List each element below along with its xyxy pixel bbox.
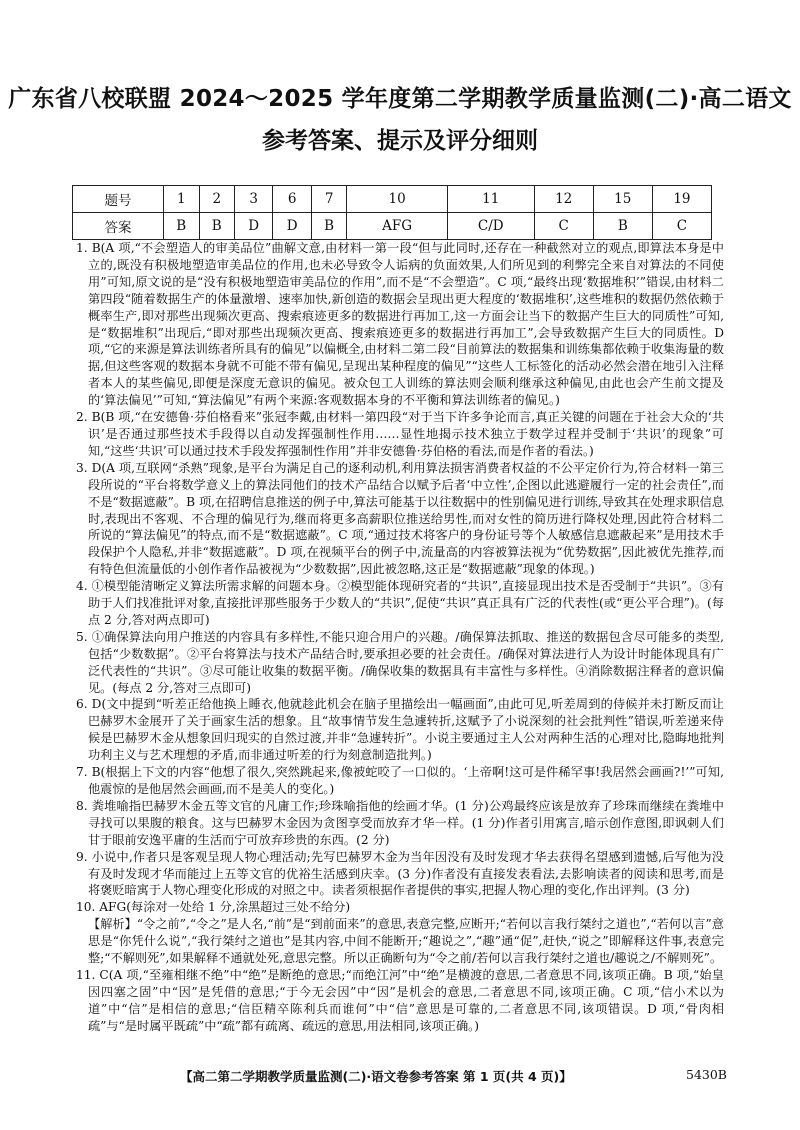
answer-cell: C: [652, 213, 711, 240]
analysis-paragraph: 【解析】“令之前”,“令之”是人名,“前”是“到前面来”的意思,表意完整,应断开;“若何以言我行桀纣之道也”,“若何以言”意思是“你凭什么说”,“我行桀纣之道也”是其内容,中间不能断开;“趣说之”,“趣”通“促”,赶快,“说之”即解释这件事,表意完整;“不解则死”,如果解释不通就处死,意思完整。所以正确断句为“令之前/若何以言我行桀纣之道也/趣说之/不解则死”。: [88, 917, 724, 966]
question-number: 2: [199, 186, 235, 213]
explanation-item: 4. ①模型能清晰定义算法所需求解的问题本身。②模型能体现研究者的“共识”,直接显现出技术是否受制于“共识”。③有助于人们找准批评对象,直接批评那些服务于少数人的“共识”,促使“共识”真正具有广泛的代表性(或“更公平合理”)。(每点 2 分,答对两点即可): [76, 579, 724, 627]
question-number: 15: [593, 186, 652, 213]
explanation-item: 8. 粪堆喻指巴赫罗木金五等文官的凡庸工作;珍珠喻指他的绘画才华。(1 分)公鸡最终应该是放弃了珍珠而继续在粪堆中寻找可以果腹的粮食。这与巴赫罗木金因为贪图享受而放弃才华一样。(1 分)作者引用寓言,暗示创作意图,即讽刺人们甘于眼前安逸平庸的生活而宁可放弃珍贵的东西。(2 分): [76, 798, 724, 847]
answer-cell: D: [235, 213, 273, 240]
question-number: 19: [652, 186, 711, 213]
answer-cell: B: [311, 213, 347, 240]
question-number: 12: [534, 186, 593, 213]
question-number: 7: [311, 186, 347, 213]
question-number: 1: [164, 186, 200, 213]
answer-table: [72, 185, 712, 240]
answer-cell: B: [164, 213, 200, 240]
row-label: 题号: [73, 186, 164, 213]
explanation-item: 7. B(根据上下文的内容“他想了很久,突然跳起来,像被蛇咬了一口似的。‘上帝啊!这可是件稀罕事!我居然会画画?!’”可知,他震惊的是他居然会画画,而不是美人的变化。): [76, 765, 724, 796]
answer-row: [73, 213, 712, 240]
title-line-1: 广东省八校联盟 2024～2025 学年度第二学期教学质量监测(二)·高二语文: [8, 86, 792, 112]
row-label: 答案: [73, 213, 164, 240]
explanation-item: 1. B(A 项,“不会塑造人的审美品位”曲解文意,由材料一第一段“但与此同时,还存在一种截然对立的观点,即算法本身是中立的,既没有积极地塑造审美品位的作用,也未必导致令人诟病的负面效果,人们所见到的利弊完全来自对算法的不同使用”可知,原文说的是“没有积极地塑造审美品位的作用”,而不是“不会塑造”。C 项,“最终出现‘数据堆积’”错误,由材料二第四段“随着数据生产的体量激增、速率加快,新创造的数据会呈现出更大程度的‘数据堆积’,这些堆积的数据仍然依赖于概率生产,即对那些出现频次更高、搜索痕迹更多的数据进行再加工,这一方面会让当下的数据产生巨大的同质性”可知,是“数据堆积”出现后,“即对那些出现频次更高、搜索痕迹更多的数据进行再加工”,会导致数据产生巨大的同质性。D 项,“它的来源是算法训练者所具有的偏见”以偏概全,由材料二第二段“目前算法的数据集和训练集都依赖于收集海量的数据,但这些客观的数据本身就不可能不带有偏见,呈现出某种程度的偏见”“这些人工标签化的活动必然会潜在地引入注释者本人的某些偏见,即便是深度无意识的偏见。被众包工人训练的算法则会顺利继承这种偏见,由此也会产生前文提及的‘算法偏见’”可知,“算法偏见”有两个来源:客观数据本身的不平衡和算法训练者的偏见。): [76, 241, 724, 408]
answer-cell: B: [593, 213, 652, 240]
explanation-item: 2. B(B 项,“在安德鲁·芬伯格看来”张冠李戴,由材料一第四段“对于当下许多争论而言,真正关键的问题在于社会大众的‘共识’是否通过那些技术手段得以自动发挥强制性作用……显性地揭示技术独立于数学过程并受制于‘共识’的现象”可知,“这些‘共识’可以通过技术手段发挥强制性作用”并非安德鲁·芬伯格的看法,而是作者的看法。): [76, 410, 724, 458]
question-number: 11: [447, 186, 534, 213]
question-number: 3: [235, 186, 273, 213]
answer-cell: D: [273, 213, 311, 240]
answer-cell: C: [534, 213, 593, 240]
question-number: 10: [347, 186, 447, 213]
footer-code: 5430B: [686, 1067, 727, 1082]
explanation-item: 11. C(A 项,“至雍相继不绝”中“绝”是断绝的意思;“而绝江河”中“绝”是横渡的意思,二者意思不同,该项正确。B 项,“始皇因四塞之固”中“因”是凭借的意思;“于今无会因”中“因”是机会的意思,二者意思不同,该项正确。C 项,“信小术以为道”中“信”是相信的意思;“信臣精卒陈利兵而谁何”中“信”意思是可靠的,二者意思不同,该项错误。D 项,“骨肉相疏”与“是时属平既疏”中“疏”都有疏离、疏远的意思,用法相同,该项正确。): [76, 967, 724, 1033]
question-number-row: [73, 186, 712, 213]
explanation-item: 5. ①确保算法向用户推送的内容具有多样性,不能只迎合用户的兴趣。/确保算法抓取、推送的数据包含尽可能多的类型,包括“少数数据”。②平台将算法与技术产品结合时,要承担必要的社会责任。/确保对算法进行人为设计时能体现具有广泛代表性的“共识”。③尽可能让收集的数据平衡。/确保收集的数据具有丰富性与多样性。④消除数据注释者的意识偏见。(每点 2 分,答对三点即可): [76, 629, 724, 695]
explanation-item: 3. D(A 项,互联网“杀熟”现象,是平台为满足自己的逐利动机,利用算法损害消费者权益的不公平定价行为,符合材料一第三段所说的“平台将数学意义上的算法同他们的技术产品结合以赋予后者‘中立性’,企图以此逃避履行一定的社会责任”,而不是“数据遮蔽”。B 项,在招聘信息推送的例子中,算法可能基于以往数据中的性别偏见进行训练,导致其在处理求职信息时,表现出不客观、不合理的偏见行为,继而将更多高薪职位推送给男性,而对女性的简历进行降权处理,因此符合材料二所说的“算法偏见”的特点,而不是“数据遮蔽”。C 项,“通过技术将客户的身份证号等个人敏感信息遮蔽起来”是用技术手段保护个人隐私,并非“数据遮蔽”。D 项,在视频平台的例子中,流量高的内容被算法视为“优势数据”,因此被优先推荐,而有特色但流量低的小创作者作品被视为“少数数据”,因此被忽略,这正是“数据遮蔽”现象的体现。): [76, 460, 724, 577]
answer-cell: C/D: [447, 213, 534, 240]
title-line-2: 参考答案、提示及评分细则: [262, 128, 538, 154]
answer-cell: B: [199, 213, 235, 240]
answer-explanations: [76, 240, 724, 1035]
explanation-item: 10. AFG(每涂对一处给 1 分,涂黑超过三处不给分): [76, 900, 351, 915]
explanation-item: 6. D(文中提到“听差正给他换上睡衣,他就趁此机会在脑子里描绘出一幅画面”,由此可见,听差周到的侍候并未打断反而让巴赫罗木金展开了关于画家生活的想象。且“故事情节发生急遽转折,这赋予了小说深刻的社会批判性”错误,听差递来侍候是巴赫罗木金从想象回归现实的自然过渡,并非“急遽转折”。小说主要通过主人公对两种生活的心理对比,隐晦地批判功利主义与艺术理想的矛盾,而非通过听差的行为刻意制造批判。): [76, 697, 724, 763]
question-number: 6: [273, 186, 311, 213]
footer-text: 【高二第二学期教学质量监测(二)·语文卷参考答案 第 1 页(共 4 页)】: [180, 1069, 572, 1084]
explanation-item: 9. 小说中,作者只是客观呈现人物心理活动;先写巴赫罗木金为当年因没有及时发现才华去获得名望感到遗憾,后写他为没有及时发现才华而能过上五等文官的优裕生活感到庆幸。(3 分)作者没有直接发表看法,去影响读者的阅读和思考,而是将褒贬暗寓于人物心理变化形成的对照之中。读者须根据作者提供的事实,把握人物心理的变化,作出评判。(3 分): [76, 849, 724, 898]
answer-cell: AFG: [347, 213, 447, 240]
